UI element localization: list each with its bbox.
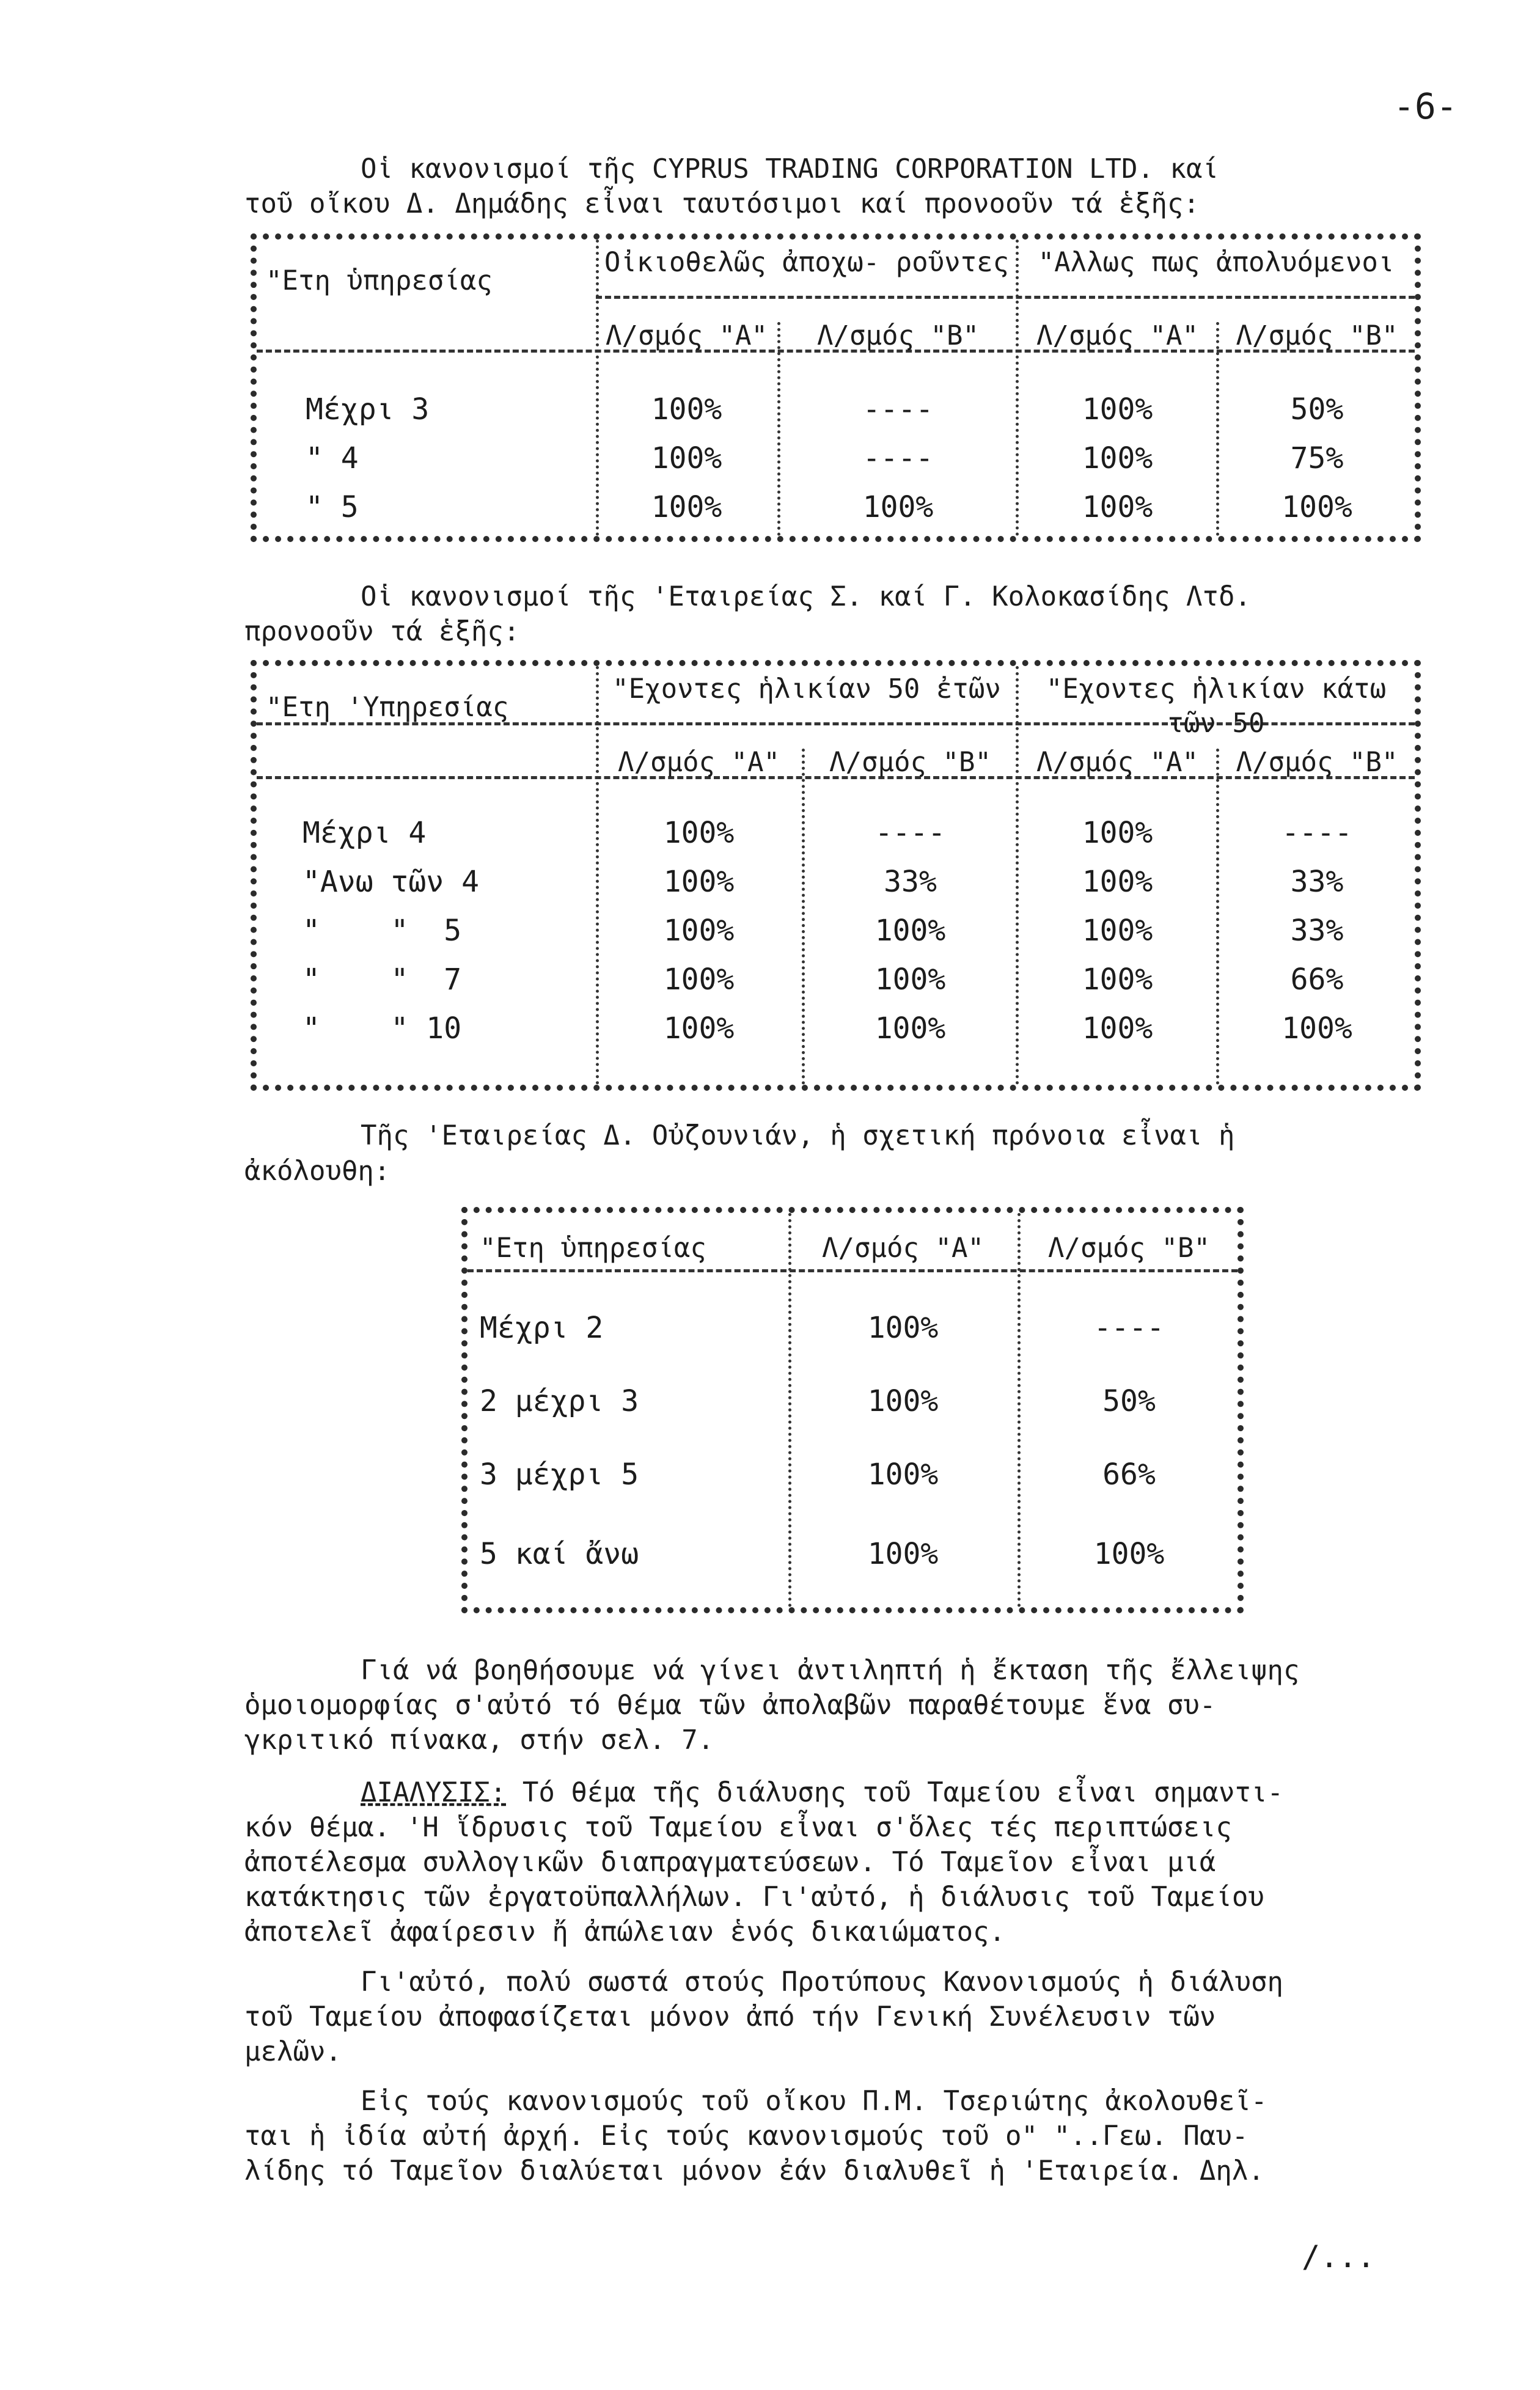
table2-cell: 100% <box>663 865 735 899</box>
table2-cell: ---- <box>875 816 946 850</box>
table1-group-voluntary: Οἰκιοθελῶς ἀποχω- ροῦντες <box>604 247 1010 278</box>
table3-row-label: 5 καί ἄνω <box>480 1537 639 1571</box>
table2-cell: 100% <box>875 1011 946 1046</box>
para2-line-4: κατάκτησις τῶν ἐργατοϋπαλλήλων. Γι'αὐτό, ἡ διάλυσις τοῦ Ταμείου <box>244 1882 1264 1913</box>
para2-line-2: κόν θέμα. 'Η ἵδρυσις τοῦ Ταμείου εἶναι σ'ὅλες τές περιπτώσεις <box>244 1812 1232 1843</box>
table2-subheader-a1: Λ/σμός "Α" <box>618 747 780 778</box>
table1-cell: 50% <box>1290 392 1344 427</box>
table2-cell: 100% <box>663 816 735 850</box>
para1-line-2: ὁμοιομορφίας σ'αὐτό τό θέμα τῶν ἀπολαβῶν παραθέτουμε ἕνα συ- <box>244 1690 1216 1721</box>
para1-line-1: Γιά νά βοηθήσουμε νά γίνει ἀντιληπτή ἡ ἔκταση τῆς ἔλλειψης <box>361 1655 1300 1686</box>
table2-cell: 100% <box>1082 816 1153 850</box>
table1-subheader-b1: Λ/σμός "Β" <box>817 320 979 351</box>
table3-cell: 100% <box>1093 1537 1165 1571</box>
para2-line-1 <box>361 1775 1283 1810</box>
table1-row-label: " 4 <box>306 441 359 475</box>
table1-cell: 100% <box>1082 490 1153 524</box>
table2-cell: 33% <box>884 865 937 899</box>
table3-cell: 50% <box>1102 1384 1156 1418</box>
para2-line-5: ἀποτελεῖ ἀφαίρεσιν ἤ ἀπώλειαν ἑνός δικαιώματος. <box>244 1916 1006 1948</box>
para1-line-3: γκριτικό πίνακα, στήν σελ. 7. <box>244 1725 714 1756</box>
table2-subheader-b1: Λ/σμός "Β" <box>829 747 991 778</box>
table1-years-header: "Ετη ὑπηρεσίας <box>266 265 493 296</box>
table3-cell: 100% <box>867 1311 939 1345</box>
table2-years-header: "Ετη 'Υπηρεσίας <box>266 692 509 723</box>
table1-group-dismissed: "Αλλως πως ἀπολυόμενοι <box>1038 247 1395 278</box>
table1-cell: 75% <box>1290 441 1344 475</box>
table2-cell: 100% <box>875 914 946 948</box>
para3-line-1: Γι'αὐτό, πολύ σωστά στούς Προτύπους Κανονισμούς ἡ διάλυση <box>361 1967 1283 1998</box>
table1-cell: ---- <box>862 441 934 475</box>
table-3 <box>461 1207 1244 1613</box>
table-1 <box>251 233 1421 542</box>
table2-cell: 66% <box>1290 962 1344 997</box>
continuation-mark: /... <box>1302 2239 1376 2275</box>
table3-cell: 100% <box>867 1537 939 1571</box>
table-2 <box>251 660 1421 1091</box>
table1-cell: 100% <box>651 441 722 475</box>
table2-cell: 100% <box>663 962 735 997</box>
para4-line-1: Εἰς τούς κανονισμούς τοῦ οἴκου Π.Μ. Τσεριώτης ἀκολουθεῖ- <box>361 2086 1267 2117</box>
table2-group-age-50: "Εχοντες ἡλικίαν 50 ἐτῶν <box>612 673 1001 705</box>
table2-row-label: Μέχρι 4 <box>302 816 427 850</box>
table3-row-label: 2 μέχρι 3 <box>480 1384 639 1418</box>
table1-row-label: " 5 <box>306 490 359 524</box>
table2-cell: 33% <box>1290 865 1344 899</box>
table1-cell: 100% <box>1082 392 1153 427</box>
para3-line-2: τοῦ Ταμείου ἀποφασίζεται μόνον ἀπό τήν Γενική Συνέλευσιν τῶν <box>244 2001 1216 2033</box>
table3-header-a: Λ/σμός "Α" <box>822 1233 984 1264</box>
para3-line-3: μελῶν. <box>244 2036 342 2067</box>
table3-cell: 66% <box>1102 1457 1156 1492</box>
table2-cell: 100% <box>1082 865 1153 899</box>
table1-subheader-b2: Λ/σμός "Β" <box>1236 320 1398 351</box>
table1-cell: 100% <box>1282 490 1352 524</box>
para4-line-3: λίδης τό Ταμεῖον διαλύεται μόνον ἐάν διαλυθεῖ ἡ 'Εταιρεία. Δηλ. <box>244 2155 1264 2187</box>
section-heading-dialysis: ΔΙΑΛΥΣΙΣ: <box>361 1777 507 1808</box>
table2-row-label: " " 7 <box>302 962 462 997</box>
table2-cell: 100% <box>663 1011 735 1046</box>
table3-cell: 100% <box>867 1457 939 1492</box>
table1-cell: 100% <box>1082 441 1153 475</box>
table2-cell: 100% <box>1082 1011 1153 1046</box>
table1-cell: ---- <box>862 392 934 427</box>
table3-cell: ---- <box>1093 1311 1165 1345</box>
table1-subheader-a1: Λ/σμός "Α" <box>606 320 768 351</box>
para4-line-2: ται ἡ ἰδία αὐτή ἀρχή. Εἰς τούς κανονισμούς τοῦ ο" "..Γεω. Παυ- <box>244 2121 1248 2152</box>
table1-cell: 100% <box>862 490 934 524</box>
table2-cell: 33% <box>1290 914 1344 948</box>
table3-header-b: Λ/σμός "Β" <box>1048 1233 1210 1264</box>
table3-row-label: Μέχρι 2 <box>480 1311 604 1345</box>
table2-cell: 100% <box>875 962 946 997</box>
para2-first-text: Τό θέμα τῆς διάλυσης τοῦ Ταμείου εἶναι σημαντι- <box>506 1777 1283 1808</box>
table1-row-label: Μέχρι 3 <box>306 392 430 427</box>
intro-line-1: Οἱ κανονισμοί τῆς CYPRUS TRADING CORPORATION LTD. καί <box>361 153 1219 185</box>
table2-cell: ---- <box>1282 816 1352 850</box>
table3-cell: 100% <box>867 1384 939 1418</box>
page-number: -6- <box>1393 86 1458 127</box>
intro-line-2: τοῦ οἴκου Δ. Δημάδης εἶναι ταυτόσιμοι καί προνοοῦν τά ἑξῆς: <box>244 188 1200 219</box>
table2-cell: 100% <box>1082 962 1153 997</box>
table1-cell: 100% <box>651 490 722 524</box>
table2-cell: 100% <box>1082 914 1153 948</box>
table2-row-label: "Ανω τῶν 4 <box>302 865 479 899</box>
table2-cell: 100% <box>1282 1011 1352 1046</box>
intro3-line-1: Τῆς 'Εταιρείας Δ. Οὐζουνιάν, ἡ σχετική πρόνοια εἶναι ἡ <box>361 1120 1235 1151</box>
table3-row-label: 3 μέχρι 5 <box>480 1457 639 1492</box>
table2-row-label: " " 10 <box>302 1011 462 1046</box>
table2-group-under-50: "Εχοντες ἡλικίαν κάτω τῶν 50 <box>1046 673 1387 739</box>
intro2-line-2: προνοοῦν τά ἑξῆς: <box>244 616 520 647</box>
intro3-line-2: ἀκόλουθη: <box>244 1156 391 1187</box>
table2-subheader-a2: Λ/σμός "Α" <box>1036 747 1198 778</box>
table2-subheader-b2: Λ/σμός "Β" <box>1236 747 1398 778</box>
table1-subheader-a2: Λ/σμός "Α" <box>1036 320 1198 351</box>
para2-line-3: ἀποτέλεσμα συλλογικῶν διαπραγματεύσεων. Τό Ταμεῖον εἶναι μιά <box>244 1847 1216 1878</box>
table1-cell: 100% <box>651 392 722 427</box>
table2-cell: 100% <box>663 914 735 948</box>
table2-row-label: " " 5 <box>302 914 462 948</box>
table3-header-years: "Ετη ὑπηρεσίας <box>480 1233 706 1264</box>
intro2-line-1: Οἱ κανονισμοί τῆς 'Εταιρείας Σ. καί Γ. Κολοκασίδης Λτδ. <box>361 581 1251 612</box>
